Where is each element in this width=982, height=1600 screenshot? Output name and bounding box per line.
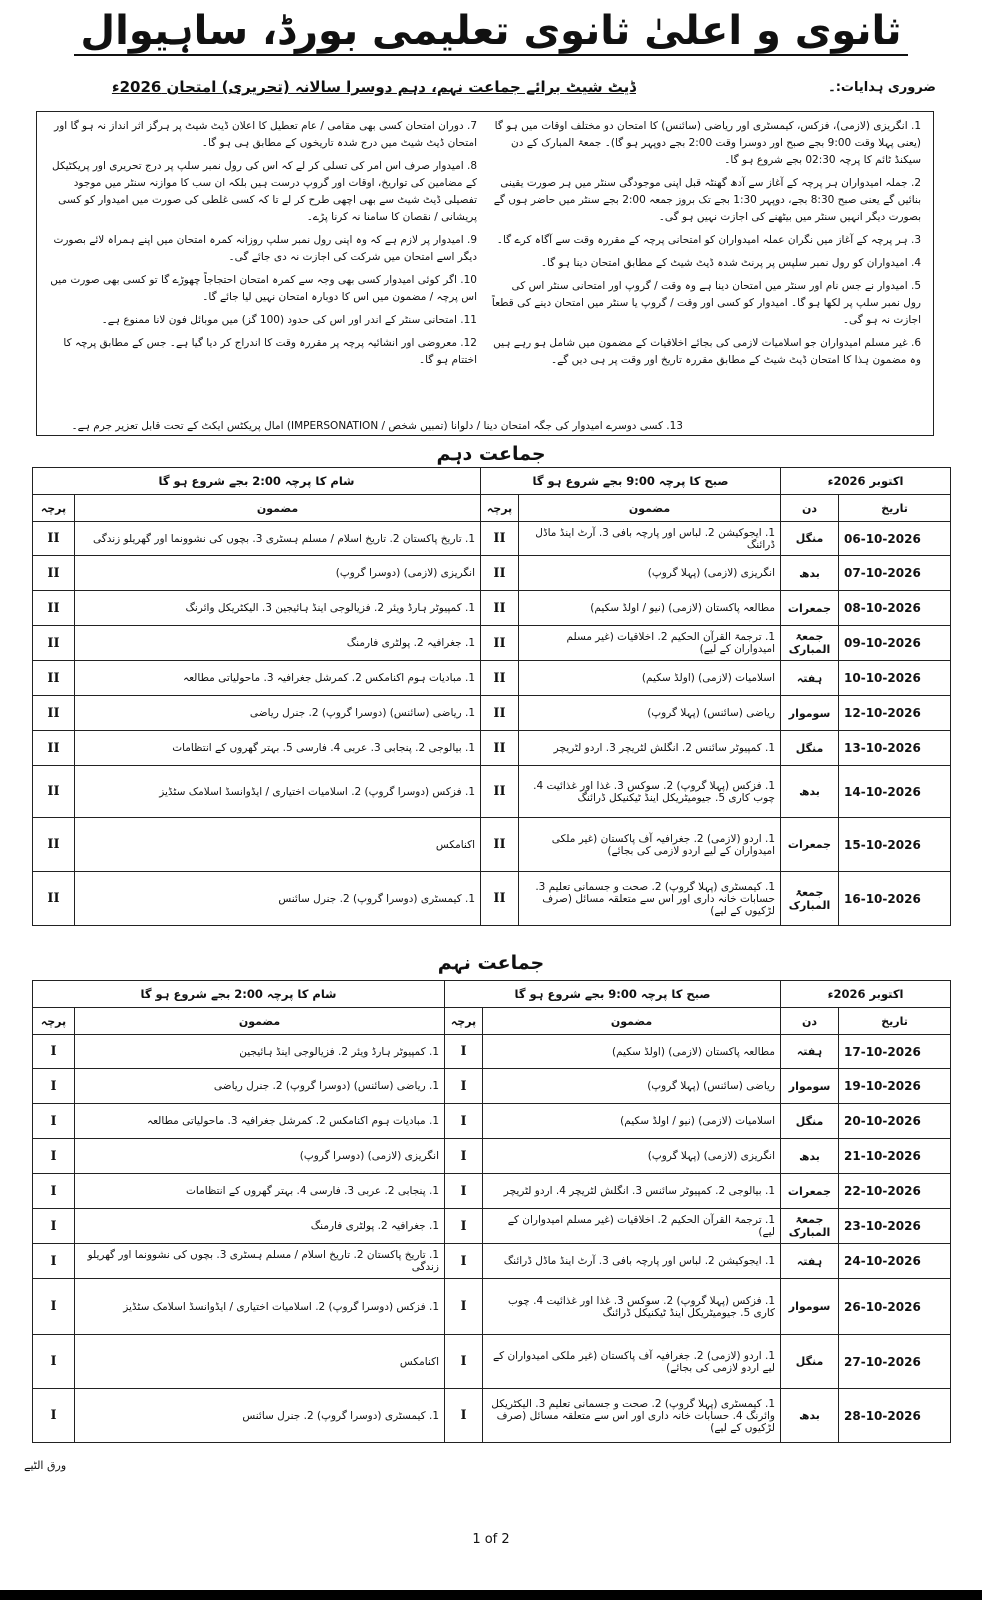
evening-subject-cell: اکنامکس <box>75 1335 445 1389</box>
morning-subject-cell: 1. کیمسٹری (پہلا گروپ) 2. صحت و جسمانی تعلیم 3. حسابات خانہ داری اور اس سے متعلقہ مسائل (صرف لڑکیوں کے لیے) <box>519 872 781 926</box>
date-cell: 22-10-2026 <box>839 1174 951 1209</box>
morning-subject-cell: 1. کمپیوٹر سائنس 2. انگلش لٹریچر 3. اردو لٹریچر <box>519 731 781 766</box>
morning-paper-cell: II <box>481 591 519 626</box>
morning-header: صبح کا پرچہ 9:00 بجے شروع ہو گا <box>481 468 781 495</box>
evening-paper-cell: I <box>33 1069 75 1104</box>
day-cell: ہفتہ <box>781 1035 839 1069</box>
schedule-row <box>33 522 951 556</box>
evening-subject-cell: اکنامکس <box>75 818 481 872</box>
day-cell: سوموار <box>781 1069 839 1104</box>
day-cell: جمعرات <box>781 818 839 872</box>
month-header: اکتوبر 2026ء <box>781 981 951 1008</box>
date-cell: 08-10-2026 <box>839 591 951 626</box>
morning-subject-cell: 1. ترجمۃ القرآن الحکیم 2. اخلاقیات (غیر مسلم امیدواران کے لیے) <box>519 626 781 661</box>
instruction-item: 7. دوران امتحان کسی بھی مقامی / عام تعطیل کا اعلان ڈیٹ شیٹ پر ہرگز اثر انداز نہ ہو گا اور امتحان ڈیٹ شیٹ میں درج شدہ تاریخوں کے مطابق ہی ہو گا۔ <box>54 120 477 149</box>
evening-paper-cell: II <box>33 731 75 766</box>
schedule-row <box>33 1035 951 1069</box>
evening-paper-cell: I <box>33 1335 75 1389</box>
date-cell: 07-10-2026 <box>839 556 951 591</box>
month-header: اکتوبر 2026ء <box>781 468 951 495</box>
day-cell: سوموار <box>781 696 839 731</box>
paper-col-header: پرچہ <box>33 1008 75 1035</box>
day-cell: منگل <box>781 1104 839 1139</box>
morning-paper-cell: I <box>445 1335 483 1389</box>
morning-subject-cell: 1. ترجمۃ القرآن الحکیم 2. اخلاقیات (غیر مسلم امیدواران کے لیے) <box>483 1209 781 1244</box>
subject-col-header: مضمون <box>75 1008 445 1035</box>
morning-subject-cell: 1. اردو (لازمی) 2. جغرافیہ آف پاکستان (غیر ملکی امیدواران کے لیے اردو لازمی کی بجائے) <box>483 1335 781 1389</box>
paper-col-header: پرچہ <box>481 495 519 522</box>
evening-subject-cell: 1. کیمسٹری (دوسرا گروپ) 2. جنرل سائنس <box>75 1389 445 1443</box>
day-cell: سوموار <box>781 1279 839 1335</box>
subject-col-header: مضمون <box>519 495 781 522</box>
morning-paper-cell: II <box>481 766 519 818</box>
evening-subject-cell: 1. مبادیات ہوم اکنامکس 2. کمرشل جغرافیہ 3. ماحولیاتی مطالعہ <box>75 661 481 696</box>
evening-paper-cell: II <box>33 626 75 661</box>
evening-paper-cell: I <box>33 1139 75 1174</box>
evening-subject-cell: 1. جغرافیہ 2. پولٹری فارمنگ <box>75 1209 445 1244</box>
paper-col-header: پرچہ <box>33 495 75 522</box>
turn-over-note: ورق الٹیے <box>24 1459 67 1472</box>
schedule-row <box>33 872 951 926</box>
morning-subject-cell: انگریزی (لازمی) (پہلا گروپ) <box>483 1139 781 1174</box>
instruction-item: 4. امیدواران کو رول نمبر سلپس پر پرنٹ شدہ ڈیٹ شیٹ کے مطابق امتحان دینا ہو گا۔ <box>540 257 921 269</box>
schedule-row <box>33 591 951 626</box>
exam-title: ڈیٹ شیٹ برائے جماعت نہم، دہم دوسرا سالانہ (تحریری) امتحان 2026ء <box>111 78 636 96</box>
instructions-left-column <box>47 118 477 375</box>
morning-paper-cell: II <box>481 696 519 731</box>
instructions-right-column <box>491 118 921 375</box>
morning-subject-cell: 1. فزکس (پہلا گروپ) 2. سوکس 3. غذا اور غذائیت 4. چوب کاری 5. جیومیٹریکل اینڈ ٹیکنیکل ڈرائنگ <box>519 766 781 818</box>
date-col-header: تاریخ <box>839 1008 951 1035</box>
evening-paper-cell: II <box>33 696 75 731</box>
morning-paper-cell: I <box>445 1389 483 1443</box>
morning-subject-cell: 1. ایجوکیشن 2. لباس اور پارچہ بافی 3. آرٹ اینڈ ماڈل ڈرائنگ <box>519 522 781 556</box>
schedule-row <box>33 1069 951 1104</box>
schedule-body-nahum <box>33 1035 951 1443</box>
section-heading-nahum: جماعت نہم <box>437 952 545 974</box>
schedule-row <box>33 556 951 591</box>
morning-paper-cell: I <box>445 1244 483 1279</box>
notes-label: ضروری ہدایات:۔ <box>828 80 936 95</box>
day-cell: جمعۃ المبارک <box>781 1209 839 1244</box>
day-cell: منگل <box>781 522 839 556</box>
day-cell: ہفتہ <box>781 661 839 696</box>
instruction-item: 10. اگر کوئی امیدوار کسی بھی وجہ سے کمرہ امتحان احتجاجاً چھوڑے گا تو کسی بھی صورت میں اس پرچہ / مضمون میں اس کا دوبارہ امتحان نہیں لیا جائے گا۔ <box>50 274 477 303</box>
day-cell: ہفتہ <box>781 1244 839 1279</box>
morning-subject-cell: 1. ایجوکیشن 2. لباس اور پارچہ بافی 3. آرٹ اینڈ ماڈل ڈرائنگ <box>483 1244 781 1279</box>
schedule-row <box>33 1244 951 1279</box>
date-cell: 19-10-2026 <box>839 1069 951 1104</box>
morning-subject-cell: 1. فزکس (پہلا گروپ) 2. سوکس 3. غذا اور غذائیت 4. چوب کاری 5. جیومیٹریکل اینڈ ٹیکنیکل ڈرائنگ <box>483 1279 781 1335</box>
morning-paper-cell: II <box>481 731 519 766</box>
instruction-item: 9. امیدوار پر لازم ہے کہ وہ اپنی رول نمبر سلپ روزانہ کمرہ امتحان میں اپنے ہمراہ لائے بصورت دیگر اسے امتحان میں شرکت کی اجازت نہ دی جائے گی۔ <box>53 234 477 263</box>
date-cell: 24-10-2026 <box>839 1244 951 1279</box>
evening-paper-cell: I <box>33 1035 75 1069</box>
morning-subject-cell: 1. اردو (لازمی) 2. جغرافیہ آف پاکستان (غیر ملکی امیدواران کے لیے اردو لازمی کی بجائے) <box>519 818 781 872</box>
subject-col-header: مضمون <box>483 1008 781 1035</box>
date-cell: 26-10-2026 <box>839 1279 951 1335</box>
evening-subject-cell: 1. مبادیات ہوم اکنامکس 2. کمرشل جغرافیہ 3. ماحولیاتی مطالعہ <box>75 1104 445 1139</box>
evening-header: شام کا پرچہ 2:00 بجے شروع ہو گا <box>33 981 445 1008</box>
subheader <box>36 78 936 104</box>
day-cell: جمعرات <box>781 1174 839 1209</box>
date-cell: 20-10-2026 <box>839 1104 951 1139</box>
schedule-row <box>33 696 951 731</box>
evening-paper-cell: I <box>33 1209 75 1244</box>
evening-subject-cell: 1. کیمسٹری (دوسرا گروپ) 2. جنرل سائنس <box>75 872 481 926</box>
morning-header: صبح کا پرچہ 9:00 بجے شروع ہو گا <box>445 981 781 1008</box>
schedule-row <box>33 818 951 872</box>
instruction-item: 12. معروضی اور انشائیہ پرچہ پر مقررہ وقت کا اندراج کر دیا گیا ہے۔ جس کے مطابق پرچہ کا اختتام ہو گا۔ <box>63 337 477 366</box>
morning-paper-cell: II <box>481 818 519 872</box>
schedule-row <box>33 661 951 696</box>
schedule-table-nahum <box>32 980 951 1443</box>
evening-paper-cell: I <box>33 1279 75 1335</box>
morning-paper-cell: I <box>445 1209 483 1244</box>
paper-col-header: پرچہ <box>445 1008 483 1035</box>
schedule-row <box>33 1279 951 1335</box>
bottom-bar <box>0 1590 982 1600</box>
evening-subject-cell: 1. جغرافیہ 2. پولٹری فارمنگ <box>75 626 481 661</box>
subject-col-header: مضمون <box>75 495 481 522</box>
instruction-item: 2. جملہ امیدواران ہر پرچہ کے آغاز سے آدھ گھنٹہ قبل اپنی موجودگی سنٹر میں ہر صورت یقینی بنائیں گے یعنی صبح 8:30 بجے، دوپہر 1:30 بجے تک بروز جمعہ 2:00 بجے سنٹر میں حاضر ہوں گے بصورت دیگر انہیں سنٹر میں بیٹھنے کی اجازت نہیں ہو گی۔ <box>493 177 921 223</box>
evening-paper-cell: I <box>33 1104 75 1139</box>
schedule-row <box>33 626 951 661</box>
schedule-row <box>33 1139 951 1174</box>
instruction-item: 3. ہر پرچہ کے آغاز میں نگران عملہ امیدواران کو امتحانی پرچہ کے مقررہ وقت سے آگاہ کرے گا۔ <box>496 234 921 246</box>
date-col-header: تاریخ <box>839 495 951 522</box>
morning-paper-cell: I <box>445 1279 483 1335</box>
morning-paper-cell: I <box>445 1069 483 1104</box>
evening-paper-cell: I <box>33 1389 75 1443</box>
evening-paper-cell: I <box>33 1244 75 1279</box>
day-col-header: دن <box>781 495 839 522</box>
board-title-text: ثانوی و اعلیٰ ثانوی تعلیمی بورڈ، ساہیوال <box>74 8 907 56</box>
date-cell: 23-10-2026 <box>839 1209 951 1244</box>
morning-paper-cell: II <box>481 661 519 696</box>
evening-subject-cell: 1. تاریخ پاکستان 2. تاریخ اسلام / مسلم ہسٹری 3. بچوں کی نشوونما اور گھریلو زندگی <box>75 522 481 556</box>
date-cell: 27-10-2026 <box>839 1335 951 1389</box>
evening-subject-cell: انگریزی (لازمی) (دوسرا گروپ) <box>75 556 481 591</box>
schedule-row <box>33 1174 951 1209</box>
date-cell: 09-10-2026 <box>839 626 951 661</box>
instruction-item: 8. امیدوار صرف اس امر کی تسلی کر لے کہ اس کی رول نمبر سلپ پر درج تحریری اور پریکٹیکل کے مضامین کی تواریخ، اوقات اور گروپ درست ہیں بلکہ ان سب کا موازنہ سنٹر میں موجود تفصیلی ڈیٹ شیٹ سے بھی اچھی طرح کر لے تا کہ کسی غلطی کی صورت میں امیدوار کو کسی پریشانی / نقصان کا سامنا نہ کرنا پڑے۔ <box>52 160 477 223</box>
instructions-box <box>36 111 934 436</box>
day-cell: منگل <box>781 731 839 766</box>
day-cell: جمعرات <box>781 591 839 626</box>
evening-paper-cell: II <box>33 522 75 556</box>
date-cell: 10-10-2026 <box>839 661 951 696</box>
schedule-body-dahum <box>33 522 951 926</box>
morning-subject-cell: 1. بیالوجی 2. کمپیوٹر سائنس 3. انگلش لٹریچر 4. اردو لٹریچر <box>483 1174 781 1209</box>
date-cell: 14-10-2026 <box>839 766 951 818</box>
instruction-item: 6. غیر مسلم امیدواران جو اسلامیات لازمی کی بجائے اخلاقیات کے مضمون میں شامل ہو رہے ہیں وہ مضمون ہذا کا امتحان ڈیٹ شیٹ کے مطابق مقررہ تاریخ اور وقت پر ہی دیں گے۔ <box>493 337 921 366</box>
page-number: 1 of 2 <box>472 1532 510 1547</box>
date-cell: 21-10-2026 <box>839 1139 951 1174</box>
evening-paper-cell: II <box>33 872 75 926</box>
morning-subject-cell: ریاضی (سائنس) (پہلا گروپ) <box>483 1069 781 1104</box>
day-cell: جمعۃ المبارک <box>781 626 839 661</box>
day-cell: بدھ <box>781 1389 839 1443</box>
date-cell: 12-10-2026 <box>839 696 951 731</box>
instruction-item: 5. امیدوار نے جس نام اور سنٹر میں امتحان دینا ہے وہ وقت / گروپ اور امتحانی سنٹر اس کی رول نمبر سلپ پر لکھا ہو گا۔ امیدوار کو کسی اور وقت / گروپ یا سنٹر میں امتحان دینے کی قطعاً اجازت نہ ہو گی۔ <box>491 280 921 326</box>
day-cell: جمعۃ المبارک <box>781 872 839 926</box>
schedule-row <box>33 1104 951 1139</box>
day-cell: بدھ <box>781 766 839 818</box>
date-cell: 16-10-2026 <box>839 872 951 926</box>
instruction-13: 13. کسی دوسرے امیدوار کی جگہ امتحان دینا / دلوانا (تمبیں شخص / IMPERSONATION) امال پریکٹس ایکٹ کے تحت قابل تعزیر جرم ہے۔ <box>71 420 683 432</box>
morning-paper-cell: II <box>481 626 519 661</box>
day-cell: منگل <box>781 1335 839 1389</box>
morning-paper-cell: I <box>445 1139 483 1174</box>
evening-subject-cell: انگریزی (لازمی) (دوسرا گروپ) <box>75 1139 445 1174</box>
date-cell: 17-10-2026 <box>839 1035 951 1069</box>
evening-subject-cell: 1. ریاضی (سائنس) (دوسرا گروپ) 2. جنرل ریاضی <box>75 696 481 731</box>
morning-subject-cell: ریاضی (سائنس) (پہلا گروپ) <box>519 696 781 731</box>
morning-subject-cell: اسلامیات (لازمی) (نیو / اولڈ سکیم) <box>483 1104 781 1139</box>
schedule-row <box>33 1335 951 1389</box>
evening-paper-cell: II <box>33 766 75 818</box>
date-cell: 15-10-2026 <box>839 818 951 872</box>
schedule-row <box>33 766 951 818</box>
date-cell: 28-10-2026 <box>839 1389 951 1443</box>
day-col-header: دن <box>781 1008 839 1035</box>
morning-paper-cell: II <box>481 872 519 926</box>
evening-subject-cell: 1. فزکس (دوسرا گروپ) 2. اسلامیات اختیاری / ایڈوانسڈ اسلامک سٹڈیز <box>75 1279 445 1335</box>
day-cell: بدھ <box>781 1139 839 1174</box>
date-cell: 13-10-2026 <box>839 731 951 766</box>
morning-paper-cell: I <box>445 1174 483 1209</box>
morning-subject-cell: 1. کیمسٹری (پہلا گروپ) 2. صحت و جسمانی تعلیم 3. الیکٹریکل وائرنگ 4. حسابات خانہ داری اور اس سے متعلقہ مسائل (صرف لڑکیوں کے لیے) <box>483 1389 781 1443</box>
morning-subject-cell: مطالعہ پاکستان (لازمی) (نیو / اولڈ سکیم) <box>519 591 781 626</box>
morning-paper-cell: I <box>445 1104 483 1139</box>
schedule-row <box>33 1389 951 1443</box>
schedule-row <box>33 1209 951 1244</box>
evening-subject-cell: 1. فزکس (دوسرا گروپ) 2. اسلامیات اختیاری / ایڈوانسڈ اسلامک سٹڈیز <box>75 766 481 818</box>
morning-paper-cell: II <box>481 556 519 591</box>
instruction-item: 11. امتحانی سنٹر کے اندر اور اس کی حدود (100 گز) میں موبائل فون لانا ممنوع ہے۔ <box>101 314 477 326</box>
evening-subject-cell: 1. کمپیوٹر ہارڈ ویئر 2. فزیالوجی اینڈ ہائیجین <box>75 1035 445 1069</box>
evening-subject-cell: 1. پنجابی 2. عربی 3. فارسی 4. بہتر گھروں کے انتظامات <box>75 1174 445 1209</box>
morning-paper-cell: I <box>445 1035 483 1069</box>
evening-paper-cell: II <box>33 661 75 696</box>
section-heading-dahum: جماعت دہم <box>436 443 546 465</box>
morning-subject-cell: انگریزی (لازمی) (پہلا گروپ) <box>519 556 781 591</box>
evening-subject-cell: 1. ریاضی (سائنس) (دوسرا گروپ) 2. جنرل ریاضی <box>75 1069 445 1104</box>
instruction-item: 1. انگریزی (لازمی)، فزکس، کیمسٹری اور ریاضی (سائنس) کا امتحان دو مختلف اوقات میں ہو گا (یعنی پہلا وقت 9:00 بجے صبح اور دوسرا وقت 2:00 بجے دوپہر ہو گا)۔ جمعۃ المبارک کے دن سیکنڈ ٹائم کا پرچہ 02:30 بجے شروع ہو گا۔ <box>494 120 921 166</box>
morning-paper-cell: II <box>481 522 519 556</box>
evening-header: شام کا پرچہ 2:00 بجے شروع ہو گا <box>33 468 481 495</box>
day-cell: بدھ <box>781 556 839 591</box>
evening-paper-cell: II <box>33 591 75 626</box>
evening-paper-cell: II <box>33 556 75 591</box>
schedule-table-dahum <box>32 467 951 926</box>
evening-paper-cell: I <box>33 1174 75 1209</box>
evening-subject-cell: 1. کمپیوٹر ہارڈ ویئر 2. فزیالوجی اینڈ ہائیجین 3. الیکٹریکل وائرنگ <box>75 591 481 626</box>
board-title <box>0 8 982 54</box>
evening-paper-cell: II <box>33 818 75 872</box>
schedule-row <box>33 731 951 766</box>
morning-subject-cell: مطالعہ پاکستان (لازمی) (اولڈ سکیم) <box>483 1035 781 1069</box>
morning-subject-cell: اسلامیات (لازمی) (اولڈ سکیم) <box>519 661 781 696</box>
date-cell: 06-10-2026 <box>839 522 951 556</box>
evening-subject-cell: 1. تاریخ پاکستان 2. تاریخ اسلام / مسلم ہسٹری 3. بچوں کی نشوونما اور گھریلو زندگی <box>75 1244 445 1279</box>
evening-subject-cell: 1. بیالوجی 2. پنجابی 3. عربی 4. فارسی 5. بہتر گھروں کے انتظامات <box>75 731 481 766</box>
